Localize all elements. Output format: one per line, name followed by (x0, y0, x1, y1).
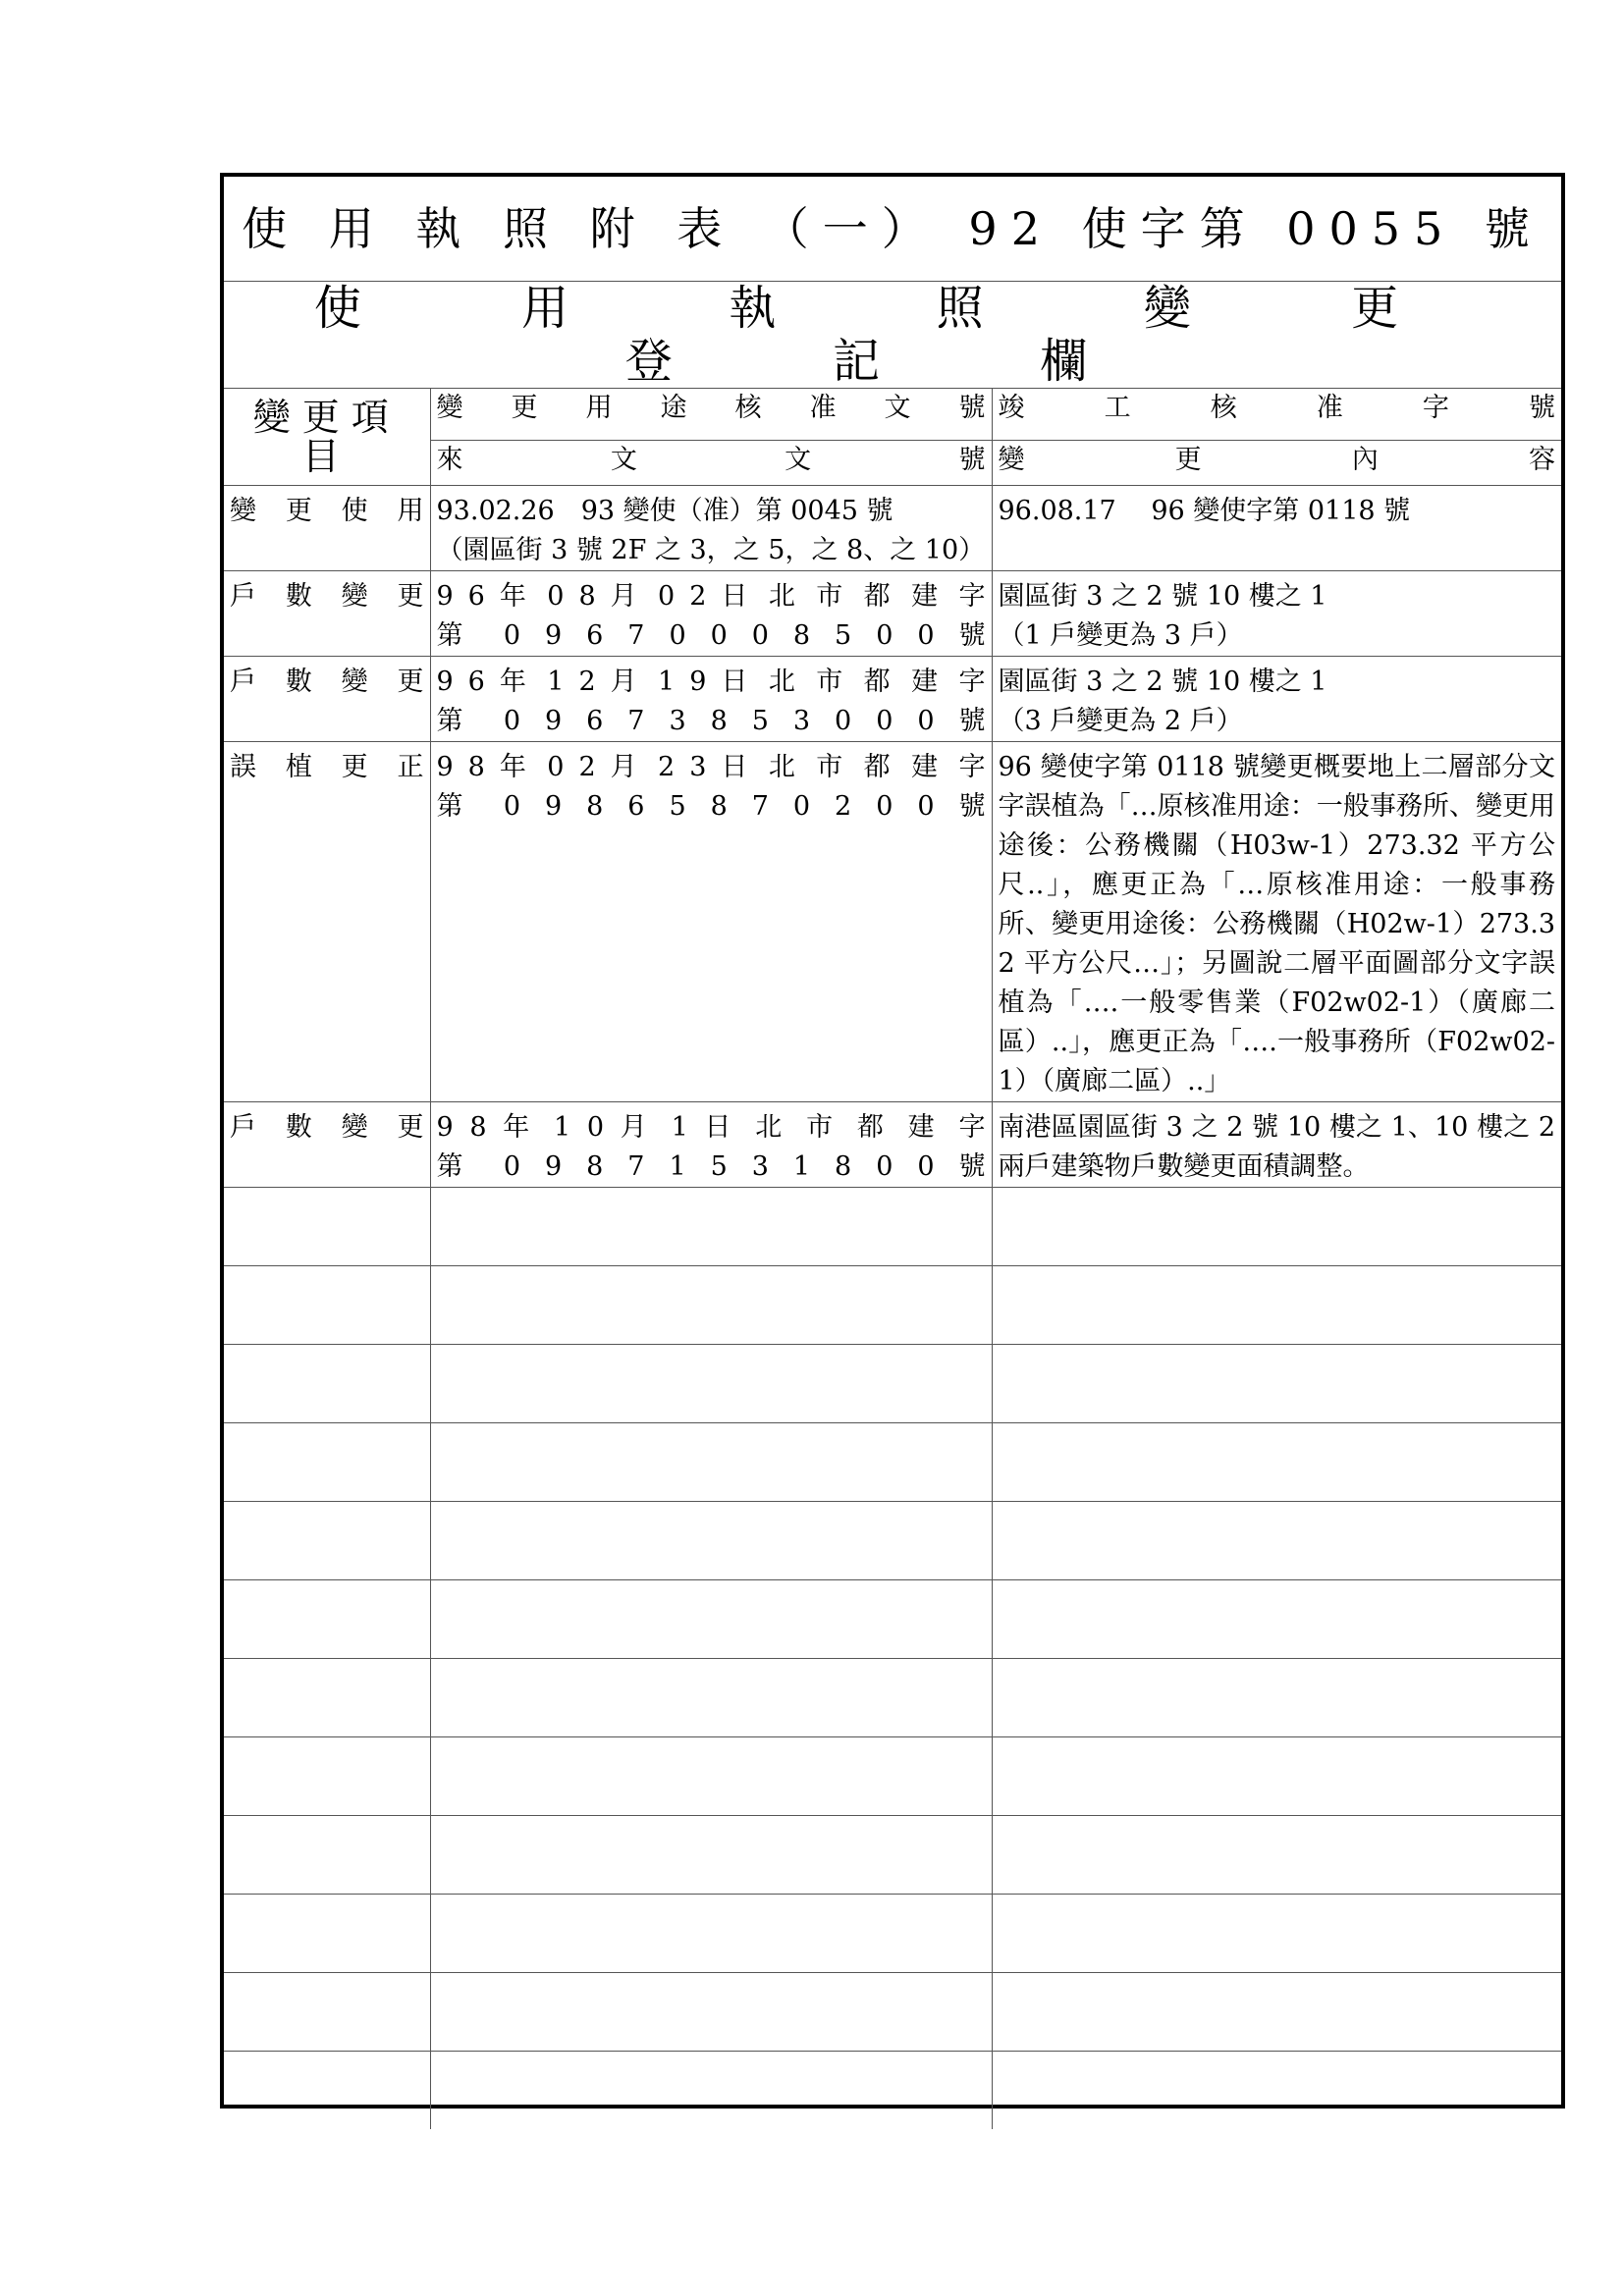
blank-row (224, 1501, 1561, 1579)
change-content-cell (992, 656, 1561, 741)
approval-doc-line: 9 8 年 0 2 月 2 3 日 北 市 都 建 字 (436, 751, 986, 782)
change-content-text: 園區街 3 之 2 號 10 樓之 1 （3 戶變更為 2 戶） (998, 666, 1327, 736)
blank-cell (992, 1894, 1561, 1972)
blank-cell (992, 1265, 1561, 1344)
table-row (224, 485, 1561, 570)
approval-doc-cell (430, 1101, 992, 1187)
blank-cell (430, 1501, 992, 1579)
table-row (224, 741, 1561, 1101)
blank-row (224, 1815, 1561, 1894)
approval-doc-line: 9 6 年 0 8 月 0 2 日 北 市 都 建 字 (436, 580, 986, 612)
blank-cell (224, 1815, 430, 1894)
blank-cell (992, 1815, 1561, 1894)
table-row (224, 570, 1561, 656)
blank-row (224, 1344, 1561, 1422)
blank-cell (992, 1422, 1561, 1501)
blank-cell (430, 1265, 992, 1344)
blank-cell (992, 1579, 1561, 1658)
approval-doc-line: 第 0 9 6 7 0 0 0 8 5 0 0 號 (436, 619, 986, 651)
register-table (224, 177, 1561, 2129)
blank-cell (430, 1815, 992, 1894)
blank-cell (430, 1658, 992, 1736)
blank-row (224, 1422, 1561, 1501)
blank-cell (224, 1187, 430, 1265)
blank-row (224, 1972, 1561, 2051)
document-title: 使 用 執 照 附 表 （一） 92 使字第 0055 號 (224, 177, 1561, 281)
change-content-cell (992, 570, 1561, 656)
blank-cell (224, 1736, 430, 1815)
table-row (224, 1101, 1561, 1187)
blank-cell (992, 1344, 1561, 1422)
change-content-text: 南港區園區街 3 之 2 號 10 樓之 1、10 樓之 2 兩戶建築物戶數變更面積調整。 (998, 1111, 1555, 1182)
blank-cell (224, 1422, 430, 1501)
blank-cell (224, 1501, 430, 1579)
blank-cell (224, 1894, 430, 1972)
blank-cell (224, 1344, 430, 1422)
approval-doc-line: 第 0 9 8 6 5 8 7 0 2 0 0 號 (436, 790, 986, 822)
blank-cell (224, 2051, 430, 2129)
blank-row (224, 1265, 1561, 1344)
blank-cell (992, 1187, 1561, 1265)
approval-doc-line: 9 6 年 1 2 月 1 9 日 北 市 都 建 字 (436, 666, 986, 697)
change-item: 戶 數 變 更 (224, 1101, 430, 1187)
blank-cell (430, 1736, 992, 1815)
blank-cell (430, 2051, 992, 2129)
blank-row (224, 1579, 1561, 1658)
section-title: 使 用 執 照 變 更 登 記 欄 (224, 281, 1561, 388)
blank-row (224, 1658, 1561, 1736)
approval-doc-line: 第 0 9 8 7 1 5 3 1 8 0 0 號 (436, 1150, 986, 1182)
blank-cell (224, 1658, 430, 1736)
header-change-content: 變 更 內 容 (992, 440, 1561, 485)
change-content-text: 96 變使字第 0118 號變更概要地上二層部分文字誤植為「…原核准用途：一般事務所、變更用途後：公務機關（H03w-1）273.32 平方公尺..」，應更正為「…原核准用途：一般事務所、變更用途後：公務機關（H02w-1）273.32 平方公尺…」；另圖說二層平面圖部分文字誤植為「….一般零售業（F02w02-1）（廣廊二區）..」，應更正為「….一般事務所（F02w02-1）（廣廊二區）..」 (998, 751, 1555, 1096)
approval-doc-line: （園區街 3 號 2F 之 3，之 5，之 8、之 10） (436, 534, 986, 565)
blank-cell (992, 1736, 1561, 1815)
change-item: 戶 數 變 更 (224, 570, 430, 656)
approval-doc-line: 第 0 9 6 7 3 8 5 3 0 0 0 號 (436, 705, 986, 736)
blank-cell (224, 1972, 430, 2051)
blank-row (224, 2051, 1561, 2129)
blank-cell (992, 1972, 1561, 2051)
subtitle-row (224, 281, 1561, 388)
blank-cell (992, 2051, 1561, 2129)
change-content-cell (992, 1101, 1561, 1187)
blank-cell (430, 1187, 992, 1265)
table-row (224, 656, 1561, 741)
blank-cell (224, 1265, 430, 1344)
change-content-cell (992, 485, 1561, 570)
change-item: 變 更 使 用 (224, 485, 430, 570)
blank-cell (430, 1422, 992, 1501)
approval-doc-cell (430, 485, 992, 570)
header-incoming-doc: 來 文 文 號 (430, 440, 992, 485)
header-completion-no: 竣 工 核 准 字 號 (992, 388, 1561, 440)
approval-doc-cell (430, 741, 992, 1101)
change-content-text: 園區街 3 之 2 號 10 樓之 1 （1 戶變更為 3 戶） (998, 580, 1327, 651)
blank-row (224, 1894, 1561, 1972)
blank-cell (224, 1579, 430, 1658)
change-item: 戶 數 變 更 (224, 656, 430, 741)
approval-doc-cell (430, 570, 992, 656)
blank-cell (992, 1501, 1561, 1579)
title-row (224, 177, 1561, 281)
approval-doc-cell (430, 656, 992, 741)
blank-cell (430, 1579, 992, 1658)
blank-cell (430, 1894, 992, 1972)
approval-doc-line: 9 8 年 1 0 月 1 日 北 市 都 建 字 (436, 1111, 986, 1143)
license-change-register (220, 173, 1565, 2109)
header-row-1 (224, 388, 1561, 440)
blank-row (224, 1736, 1561, 1815)
blank-cell (992, 1658, 1561, 1736)
header-change-item: 變更項目 (224, 388, 430, 485)
header-approval-doc: 變 更 用 途 核 准 文 號 (430, 388, 992, 440)
change-content-cell (992, 741, 1561, 1101)
change-item: 誤 植 更 正 (224, 741, 430, 1101)
approval-doc-line: 93.02.26 93 變使（准）第 0045 號 (436, 495, 893, 526)
blank-row (224, 1187, 1561, 1265)
blank-cell (430, 1344, 992, 1422)
blank-cell (430, 1972, 992, 2051)
change-content-text: 96.08.17 96 變使字第 0118 號 (998, 495, 1411, 526)
